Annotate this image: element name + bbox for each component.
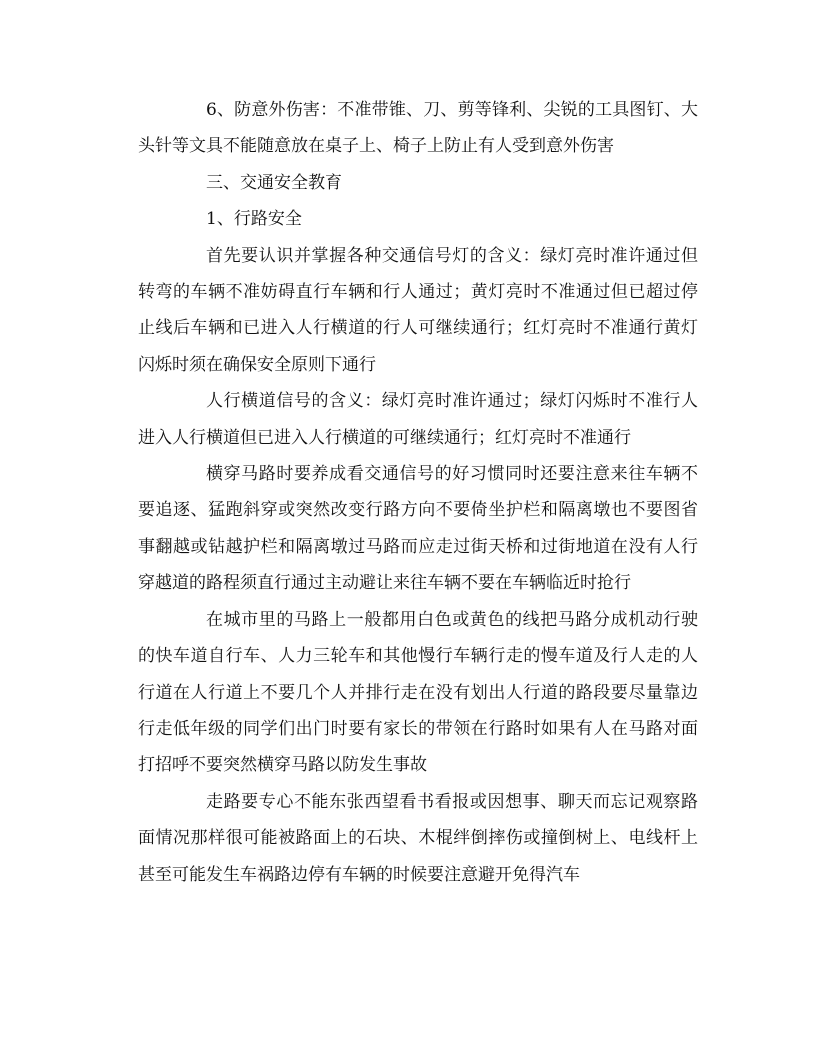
paragraph-city-lanes: 在城市里的马路上一般都用白色或黄色的线把马路分成机动行驶的快车道自行车、人力三轮车和其他慢行车辆行走的慢车道及行人走的人行道在人行道上不要几个人并排行走在没有划出人行道的路段要尽量靠边行走低年级的同学们出门时要有家长的带领在行路时如果有人在马路对面打招呼不要突然横穿马路以防发生事故 — [138, 609, 698, 776]
paragraph-accident-prevention: 6、防意外伤害：不准带锥、刀、剪等锋利、尖锐的工具图钉、大头针等文具不能随意放在桌子上、椅子上防止有人受到意外伤害 — [138, 100, 698, 157]
paragraph-traffic-lights: 首先要认识并掌握各种交通信号灯的含义：绿灯亮时准许通过但转弯的车辆不准妨碍直行车辆和行人通过；黄灯亮时不准通过但已超过停止线后车辆和已进入人行横道的行人可继续通行；红灯亮时不准通行黄灯闪烁时须在确保安全原则下通行 — [138, 245, 698, 375]
section-heading-traffic-safety: 三、交通安全教育 — [206, 172, 342, 193]
paragraph-crosswalk-signals: 人行横道信号的含义：绿灯亮时准许通过；绿灯闪烁时不准行人进入人行横道但已进入人行横道的可继续通行；红灯亮时不准通行 — [138, 391, 698, 448]
paragraph-walking-attention: 走路要专心不能东张西望看书看报或因想事、聊天而忘记观察路面情况那样很可能被路面上的石块、木棍绊倒摔伤或撞倒树上、电线杆上甚至可能发生车祸路边停有车辆的时候要注意避开免得汽车 — [138, 791, 698, 885]
document-body — [138, 92, 698, 893]
subsection-heading-walking-safety: 1、行路安全 — [206, 209, 302, 230]
paragraph-crossing-road: 横穿马路时要养成看交通信号的好习惯同时还要注意来往车辆不要追逐、猛跑斜穿或突然改变行路方向不要倚坐护栏和隔离墩也不要图省事翻越或钻越护栏和隔离墩过马路而应走过街天桥和过街地道在没有人行穿越道的路程须直行通过主动避让来往车辆不要在车辆临近时抢行 — [138, 464, 698, 594]
